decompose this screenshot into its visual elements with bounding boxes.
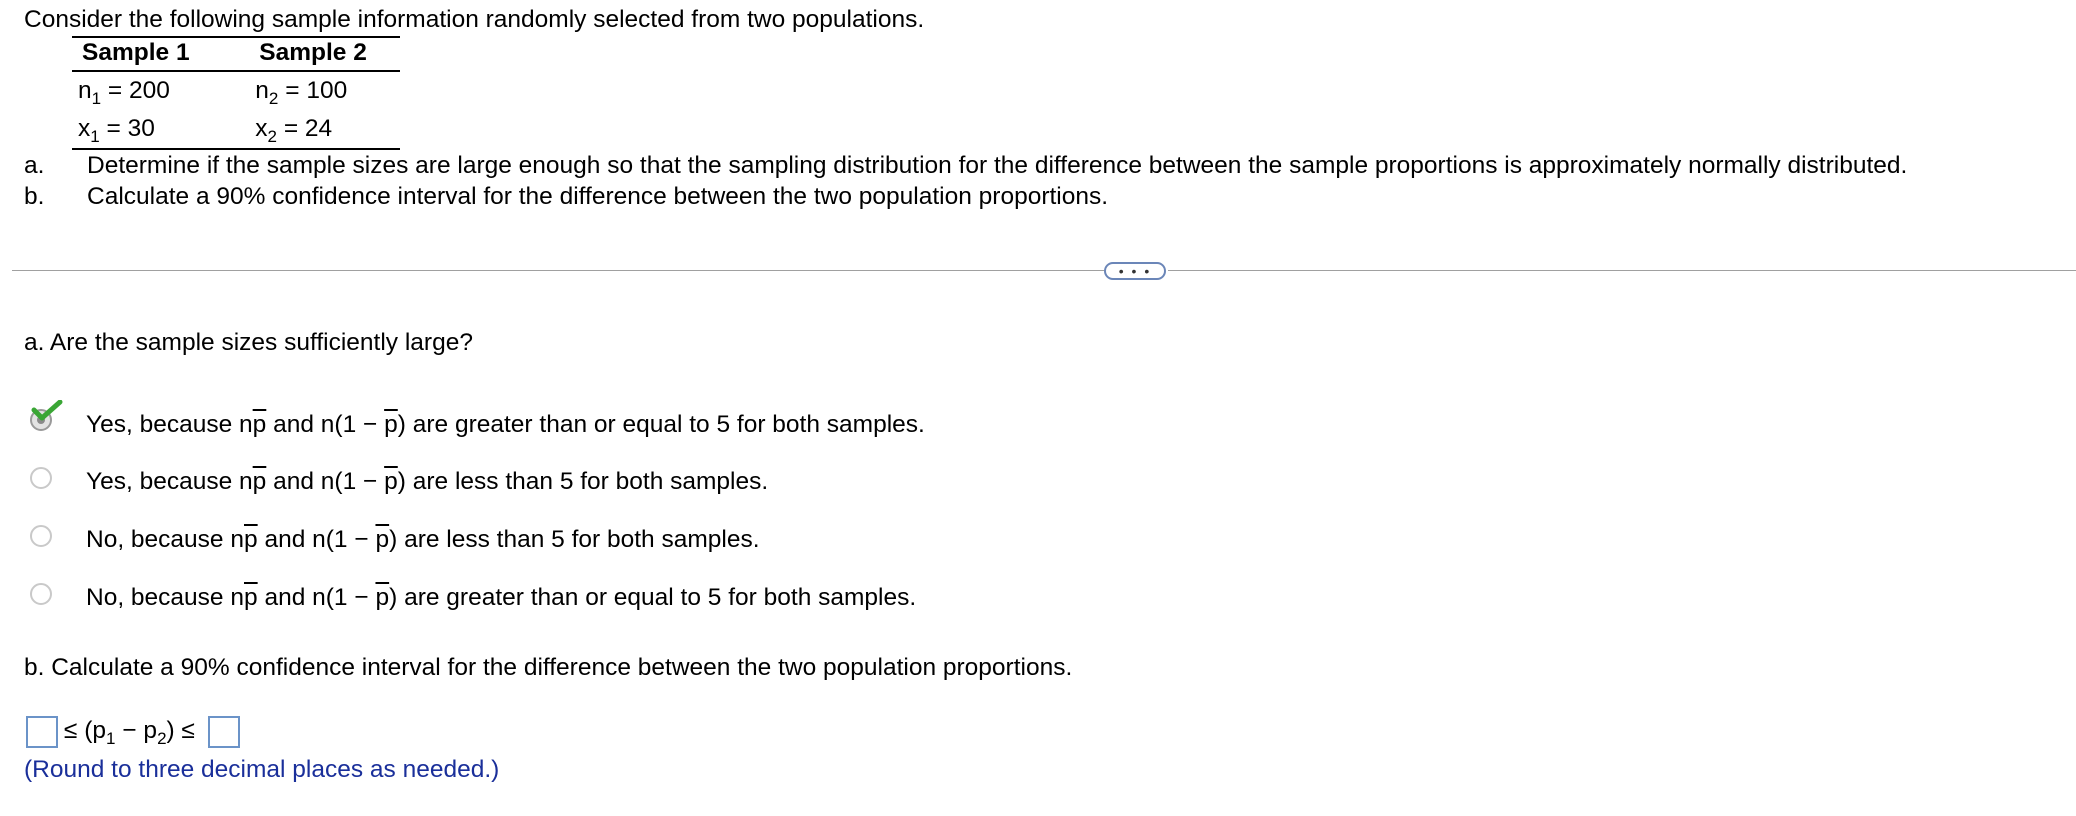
option-text: and n(1 − <box>257 584 376 611</box>
option-text: ) are greater than or equal to 5 for both samples. <box>389 584 917 611</box>
lower-bound-input[interactable] <box>26 716 58 748</box>
p-bar: $\overline{p}$ <box>252 411 267 438</box>
part-a-letter: a. <box>24 152 45 179</box>
var-n2: n <box>255 77 269 104</box>
value-x2: = 24 <box>283 115 333 142</box>
option-text: ) are less than 5 for both samples. <box>397 468 769 495</box>
sub-2: 2 <box>157 729 167 748</box>
interval-expression <box>64 716 195 746</box>
option-text: and n(1 − <box>266 468 385 495</box>
table-row <box>72 71 400 110</box>
p-bar: $\overline{p}$ <box>375 526 390 553</box>
p-bar: $\overline{p}$ <box>384 411 398 438</box>
p-bar: $\overline{p}$ <box>375 584 390 611</box>
sub-1: 1 <box>106 729 116 748</box>
value-n1: = 200 <box>107 77 170 104</box>
option-2-radio[interactable] <box>30 467 52 489</box>
var-x2: x <box>255 115 268 142</box>
option-text: ) are less than 5 for both samples. <box>389 526 760 553</box>
header-sample-1: Sample 1 <box>72 37 215 71</box>
p-bar: $\overline{p}$ <box>244 526 258 553</box>
round-note: (Round to three decimal places as needed.) <box>24 756 500 783</box>
header-sample-2: Sample 2 <box>215 37 400 71</box>
check-icon <box>30 400 64 426</box>
p-bar: $\overline{p}$ <box>384 468 398 495</box>
value-n2: = 100 <box>285 77 348 104</box>
sub-1: 1 <box>90 127 100 146</box>
upper-bound-input[interactable] <box>208 716 240 748</box>
divider <box>1168 270 2076 271</box>
value-x1: = 30 <box>106 115 155 142</box>
interval-text: ≤ (p <box>64 717 107 744</box>
p-bar: $\overline{p}$ <box>252 468 267 495</box>
interval-text: − p <box>115 717 158 744</box>
option-text: No, because n <box>86 526 244 553</box>
option-text: Yes, because n <box>86 468 253 495</box>
intro-text: Consider the following sample information randomly selected from two populations. <box>24 6 925 33</box>
part-b-text: Calculate a 90% confidence interval for the difference between the two population proportions. <box>87 183 1109 210</box>
option-1-label[interactable] <box>86 410 925 440</box>
option-4-radio[interactable] <box>30 583 52 605</box>
part-a-text: Determine if the sample sizes are large enough so that the sampling distribution for the difference between the sample proportions is approximately normally distributed. <box>87 152 1908 179</box>
interval-text: ) ≤ <box>166 717 195 744</box>
sub-2: 2 <box>267 127 277 146</box>
question-b: b. Calculate a 90% confidence interval for the difference between the two population proportions. <box>24 654 1073 681</box>
expand-button[interactable]: • • • <box>1104 262 1166 280</box>
table-row <box>72 110 400 149</box>
p-bar: $\overline{p}$ <box>244 584 258 611</box>
sample-table <box>72 36 400 150</box>
option-text: and n(1 − <box>266 411 385 438</box>
option-text: ) are greater than or equal to 5 for both samples. <box>397 411 925 438</box>
option-text: and n(1 − <box>257 526 376 553</box>
option-3-label[interactable] <box>86 525 760 555</box>
part-b-letter: b. <box>24 183 45 210</box>
question-a: a. Are the sample sizes sufficiently large? <box>24 329 473 356</box>
var-x1: x <box>78 115 91 142</box>
option-2-label[interactable] <box>86 467 768 497</box>
option-text: Yes, because n <box>86 411 253 438</box>
option-4-label[interactable] <box>86 583 916 613</box>
divider <box>12 270 1106 271</box>
sub-2: 2 <box>268 89 279 108</box>
option-text: No, because n <box>86 584 244 611</box>
option-3-radio[interactable] <box>30 525 52 547</box>
sub-1: 1 <box>91 89 102 108</box>
var-n1: n <box>78 77 92 104</box>
